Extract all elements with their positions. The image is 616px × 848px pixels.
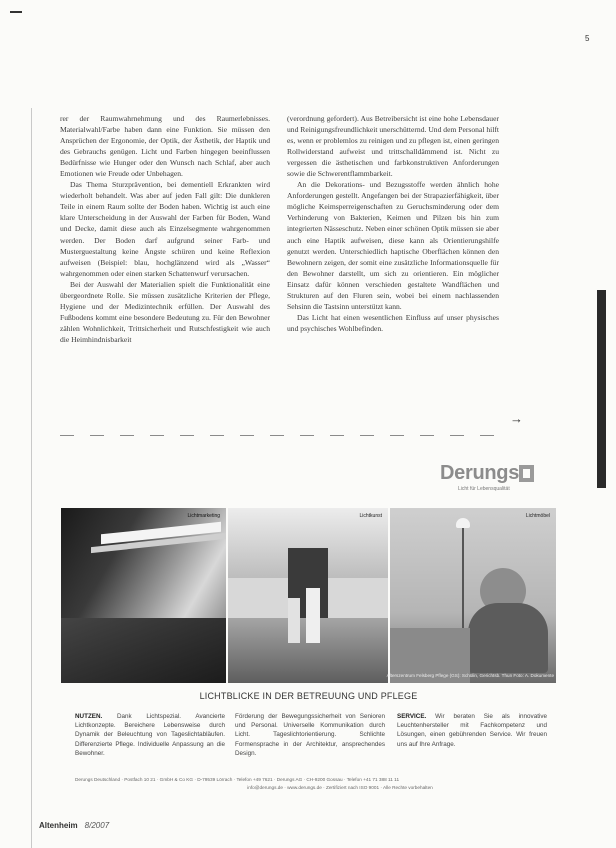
floor-lamp-icon <box>456 518 470 528</box>
ad-photo-hallway <box>228 508 388 683</box>
photo-label: Lichtmöbel <box>525 513 550 519</box>
ad-column-lead: NUTZEN. <box>75 713 103 720</box>
photo-label: Lichtmarketing <box>187 513 220 519</box>
photo-label: Lichtkunst <box>359 513 382 519</box>
ad-footer-address: Derungs Deutschland · Postfach 10 21 · GmbH & Co KG · D-79539 Lörrach · Telefon +49 7621 · Derungs AG · CH-9200 Gossau · Telefon +41 71 388 11 11 <box>75 777 400 782</box>
brand-name: Derungs <box>440 462 520 484</box>
ad-photo-corridor-handrail <box>61 508 226 683</box>
article-paragraph: An die Dekorations- und Bezugsstoffe werden ähnlich hohe Anforderungen gestellt. Angefangen bei der Strapazierfähigkeit, über mögliche Keimsperreigenschaften zu Geruchsminderung oder dem Verhinderung von Bakterien, Keimen und Pilzen bis hin zum integrierten Nässeschutz. Neben einer schönen Optik müssen sie aber auch eine Haptik aufweisen, diese kann als Orientierungshilfe genutzt werden. Unterschiedlich haptische Oberflächen können den Bewohnern zeigen, der somit eine zusätzliche Informationsquelle für den Bewohner darstellt, um sich zu orientieren. Ein möglicher Einsatz dafür können verschieden gestaltete Wandflächen und Strukturen auf den Fluren sein, wobei bei einem nachlassenden Sehsinn die Tastsinn unterstützt kann. <box>287 180 499 311</box>
brand-tagline: Licht für Lebensqualität <box>458 486 510 492</box>
left-edge-line <box>31 108 32 848</box>
article-column-right <box>287 113 499 334</box>
photo-credit: Alterszentrum Felsberg Pflege (GS): Schülin, Gerichtsb. Thun Foto: A. Dokumente <box>386 673 554 678</box>
magazine-issue: 8/2007 <box>84 821 110 830</box>
ad-column-lead: SERVICE. <box>397 713 427 720</box>
ad-column-text: Förderung der Bewegungssicherheit von Senioren und Personal. Universelle Kommunikation durch Licht. Tageslichtorientierung. Schlichte Formensprache in der Architektur, ansprechendes Design. <box>235 713 385 757</box>
article-paragraph: Das Licht hat einen wesentlichen Einfluss auf unser physisches und psychisches Wohlbefinden. <box>287 312 499 333</box>
ad-column-text: Wir beraten Sie als innovative Leuchtenhersteller mit Fachkompetenz und Lösungen, einen gebührenden Service. Wir freuen uns auf Ihre Anfrage. <box>397 713 547 748</box>
right-edge-bar <box>597 290 606 488</box>
ad-column-benefits <box>75 712 225 758</box>
crop-mark-top-left <box>10 11 22 13</box>
page-number: 5 <box>585 34 590 43</box>
article-paragraph: Bei der Auswahl der Materialien spielt die Funktionalität eine übergeordnete Rolle. Sie müssen zusätzliche Kriterien der Pflege, Hygiene und der Medizintechnik erfüllen. Der Auswahl des Fußbodens kommt eine besondere Bedeutung zu. Für den Bewohner zählen Wohnlichkeit, Trittsicherheit und Rutschfestigkeit wie auch die Heimhindnisbarkeit <box>60 279 270 344</box>
magazine-footer <box>39 815 109 833</box>
article-paragraph: rer der Raumwahrnehmung und des Raumerlebnisses. Materialwahl/Farbe haben dann eine Funktion. Sie müssen den Ansprüchen der Ergonomie, der Optik, der Ästhetik, der Haptik und des Gebrauchs genügen. Licht und Farben hingegen beeinflussen Bedürfnisse wie Hunger oder den Wunsch nach Schlaf, aber auch Emotionen wie Freude oder Unbehagen. <box>60 114 270 179</box>
ad-column-service <box>397 712 547 749</box>
dashed-separator <box>60 435 500 436</box>
continue-arrow-icon: → <box>510 411 523 426</box>
ad-headline: LICHTBLICKE IN DER BETREUUNG UND PFLEGE <box>199 691 418 701</box>
article-paragraph: Das Thema Sturzprävention, bei dementiell Erkrankten wird wiederholt behandelt. Was aber auf jeden Fall gilt: Die dunkleren Teile in einem Raum sollte der Boden haben. Wichtig ist auch eine klare Unterscheidung in der Auswahl der Farben für Boden, Wand und Decke, damit diese auch als Einzelsegmente wahrgenommen werden. Der Boden darf aufgrund seiner Farb- und Musterguestaltung keine Ängste schüren und keine Reflexion aufweisen (Beispiel: blau, hochglänzend wird als „Wasser“ wahrgenommen oder einen starken Schattenwurf verursachen. <box>60 180 270 278</box>
ad-column-text: Dank Lichtspezial. Avancierte Lichtkonzepte. Bereichere Lebensweise durch Dynamik der Beleuchtung von Tageslichtabläufen. Differenzierte Pflege. Individuelle Anpassung an die Bewohner. <box>75 713 225 757</box>
ad-column-safety <box>235 712 385 758</box>
brand-logo <box>440 462 540 504</box>
article-paragraph: (verordnung gefordert). Aus Betreibersicht ist eine hohe Lebensdauer und Reinigungsfreundlichkeit unerschütternd. Und dem Personal hilft es, wenn er problemlos zu reinigen und zu pflegen ist, einen geringen Rollwiderstand aufweist und trittschalldämmend ist. Nicht zu vergessen die ästhetischen und farbkonstruktiven Anforderungen sowie die Schwerentflammbarkeit. <box>287 114 499 179</box>
ad-photo-resident-lamp <box>390 508 556 683</box>
ad-footer-contact: info@derungs.de · www.derungs.de · Zertifiziert nach ISO 9001 · Alle Rechte vorbehalten <box>247 785 433 790</box>
brand-mark-icon <box>519 465 534 482</box>
magazine-name: Altenheim <box>39 821 78 830</box>
article-column-left <box>60 113 270 345</box>
